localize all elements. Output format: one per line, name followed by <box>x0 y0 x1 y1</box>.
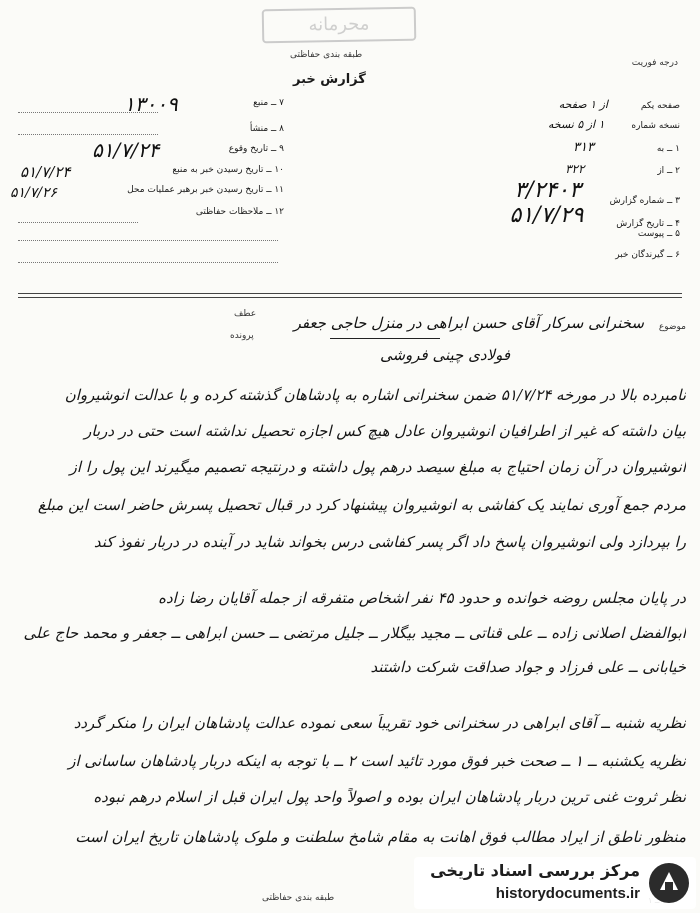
dotted-line <box>18 222 138 223</box>
field-occurrence-date <box>14 138 284 162</box>
dotted-line <box>18 262 278 263</box>
dotted-line <box>18 112 158 113</box>
urgency-label: درجه فوریت <box>631 58 678 68</box>
field-value: ۳/۲۴۰۳ <box>514 178 581 203</box>
field-recipients <box>615 250 680 260</box>
field-label: ۶ ــ گیرندگان خبر <box>615 250 680 260</box>
field-label: ۱۱ ــ تاریخ رسیدن خبر برهبر عملیات محل <box>127 185 284 195</box>
field-label: ۵ ــ پیوست <box>637 229 680 239</box>
field-page <box>559 98 680 111</box>
field-source <box>14 92 284 116</box>
watermark-title: مرکز بررسی اسناد تاریخی <box>430 861 640 880</box>
field-value: ۳۲۲ <box>565 162 585 176</box>
classification-bottom: طبقه بندی حفاظتی <box>262 893 335 903</box>
body-line: نظر ثروت غنی ترین دربار پادشاهان ایران بوده و اصولاً واحد پول ایران قبل از اسلام درهم نبوده <box>93 788 686 806</box>
field-label: ۱۲ ــ ملاحظات حفاظتی <box>195 207 284 217</box>
watermark-url: historydocuments.ir <box>495 885 640 902</box>
body-line: منظور ناطق از ایراد مطالب فوق اهانت به مقام شامخ سلطنت و ملوک پادشاهان تاریخ ایران است <box>75 828 686 846</box>
dotted-line <box>18 240 278 241</box>
field-label: صفحه یکم <box>640 101 680 111</box>
body-line: در پایان مجلس روضه خوانده و حدود ۴۵ نفر اشخاص متفرقه از جمله آقایان رضا زاده <box>158 589 686 607</box>
body-line: را بپردازد ولی انوشیروان پاسخ داد اگر پسر کفاشی درس بخواند شاید در آینده در دربار نفوذ کند <box>93 533 686 551</box>
field-value: ۱ از ۵ نسخه <box>547 118 605 131</box>
watermark-logo <box>414 857 696 909</box>
subject-label: موضوع <box>658 322 686 332</box>
field-from <box>565 162 680 176</box>
body-line: ابوالفضل اصلانی زاده ــ علی قناتی ــ مجید بیگلار ــ جلیل مرتضی ــ حسن ابراهی ــ جعفر و محمد حاج علی <box>23 624 686 642</box>
field-label: ۴ ــ تاریخ گزارش <box>616 219 680 229</box>
header-separator <box>18 293 682 294</box>
field-label: ۸ ــ منشأ <box>249 124 284 134</box>
subject-line-2: فولادی چینی فروشی <box>379 346 510 364</box>
dotted-line <box>18 134 158 135</box>
field-value: ۳۱۳ <box>573 140 594 155</box>
page-title: گزارش خبر <box>293 72 366 87</box>
subject-underline <box>330 338 440 339</box>
body-line: نظریه یکشنبه ــ ۱ ــ صحت خبر فوق مورد تائید است ۲ ــ با توجه به اینکه دربار پادشاهان ساسانی از <box>68 752 686 770</box>
field-copy <box>548 118 680 131</box>
field-value: ۵۱/۷/۲۹ <box>509 203 584 228</box>
field-origin <box>14 124 284 134</box>
field-label: ۲ ــ از <box>657 166 680 176</box>
classification-top: طبقه بندی حفاظتی <box>290 50 363 60</box>
archive-logo-icon <box>646 860 692 906</box>
field-label: نسخه شماره <box>631 121 680 131</box>
field-label: ۱ ــ به <box>656 144 680 154</box>
body-line: انوشیروان در آن زمان احتیاج به مبلغ سیصد درهم پول داشته و درنتیجه تصمیم میگیرند این پول را از <box>69 458 686 476</box>
subject-line-1: سخنرانی سرکار آقای حسن ابراهی در منزل حاجی جعفر <box>293 314 644 332</box>
field-to <box>573 140 680 155</box>
field-label: ۷ ــ منبع <box>253 98 284 108</box>
body-line: مردم جمع آوری نمایند یک کفاشی به انوشیروان پیشنهاد کرد در قبال تحصیل پسرش حاضر است این مبلغ <box>37 496 686 514</box>
field-value: ۱۳۰۰۹ <box>124 92 178 116</box>
field-value: ۵۱/۷/۲۴ <box>92 138 160 162</box>
margin-atf: عطف <box>234 309 257 319</box>
body-line: خیابانی ــ علی فرزاد و جواد صداقت شرکت داشتند <box>370 658 686 676</box>
header-separator-2 <box>18 297 682 298</box>
field-security-notes <box>14 207 284 217</box>
field-label: ۱۰ ــ تاریخ رسیدن خبر به منبع <box>172 165 284 175</box>
body-line: بیان داشته که غیر از اطرافیان انوشیروان عادل هیچ کس اجازه تحصیل نداشته است حتی در دربار <box>84 422 686 440</box>
field-value: ۵۱/۷/۲۴ <box>20 163 71 181</box>
field-attachment <box>638 229 680 239</box>
top-stamp: محرمانه <box>262 7 417 44</box>
field-value: ۵۱/۷/۲۶ <box>10 185 58 201</box>
margin-parvandeh: پرونده <box>230 331 254 341</box>
body-line: نظریه شنبه ــ آقای ابراهی در سخنرانی خود تقریباً سعی نموده عدالت پادشاهان ایران را منکر گردد <box>73 714 686 732</box>
field-label: ۳ ــ شماره گزارش <box>609 196 680 206</box>
field-received-operations-date <box>10 185 284 201</box>
field-label: ۹ ــ تاریخ وقوع <box>228 144 284 154</box>
field-value: از ۱ صفحه <box>558 98 608 111</box>
field-received-source-date <box>14 163 284 181</box>
body-line: نامبرده بالا در مورخه ۵۱/۷/۲۴ ضمن سخنرانی اشاره به پادشاهان گذشته کرده و با عدالت انوشیروان <box>64 386 686 404</box>
